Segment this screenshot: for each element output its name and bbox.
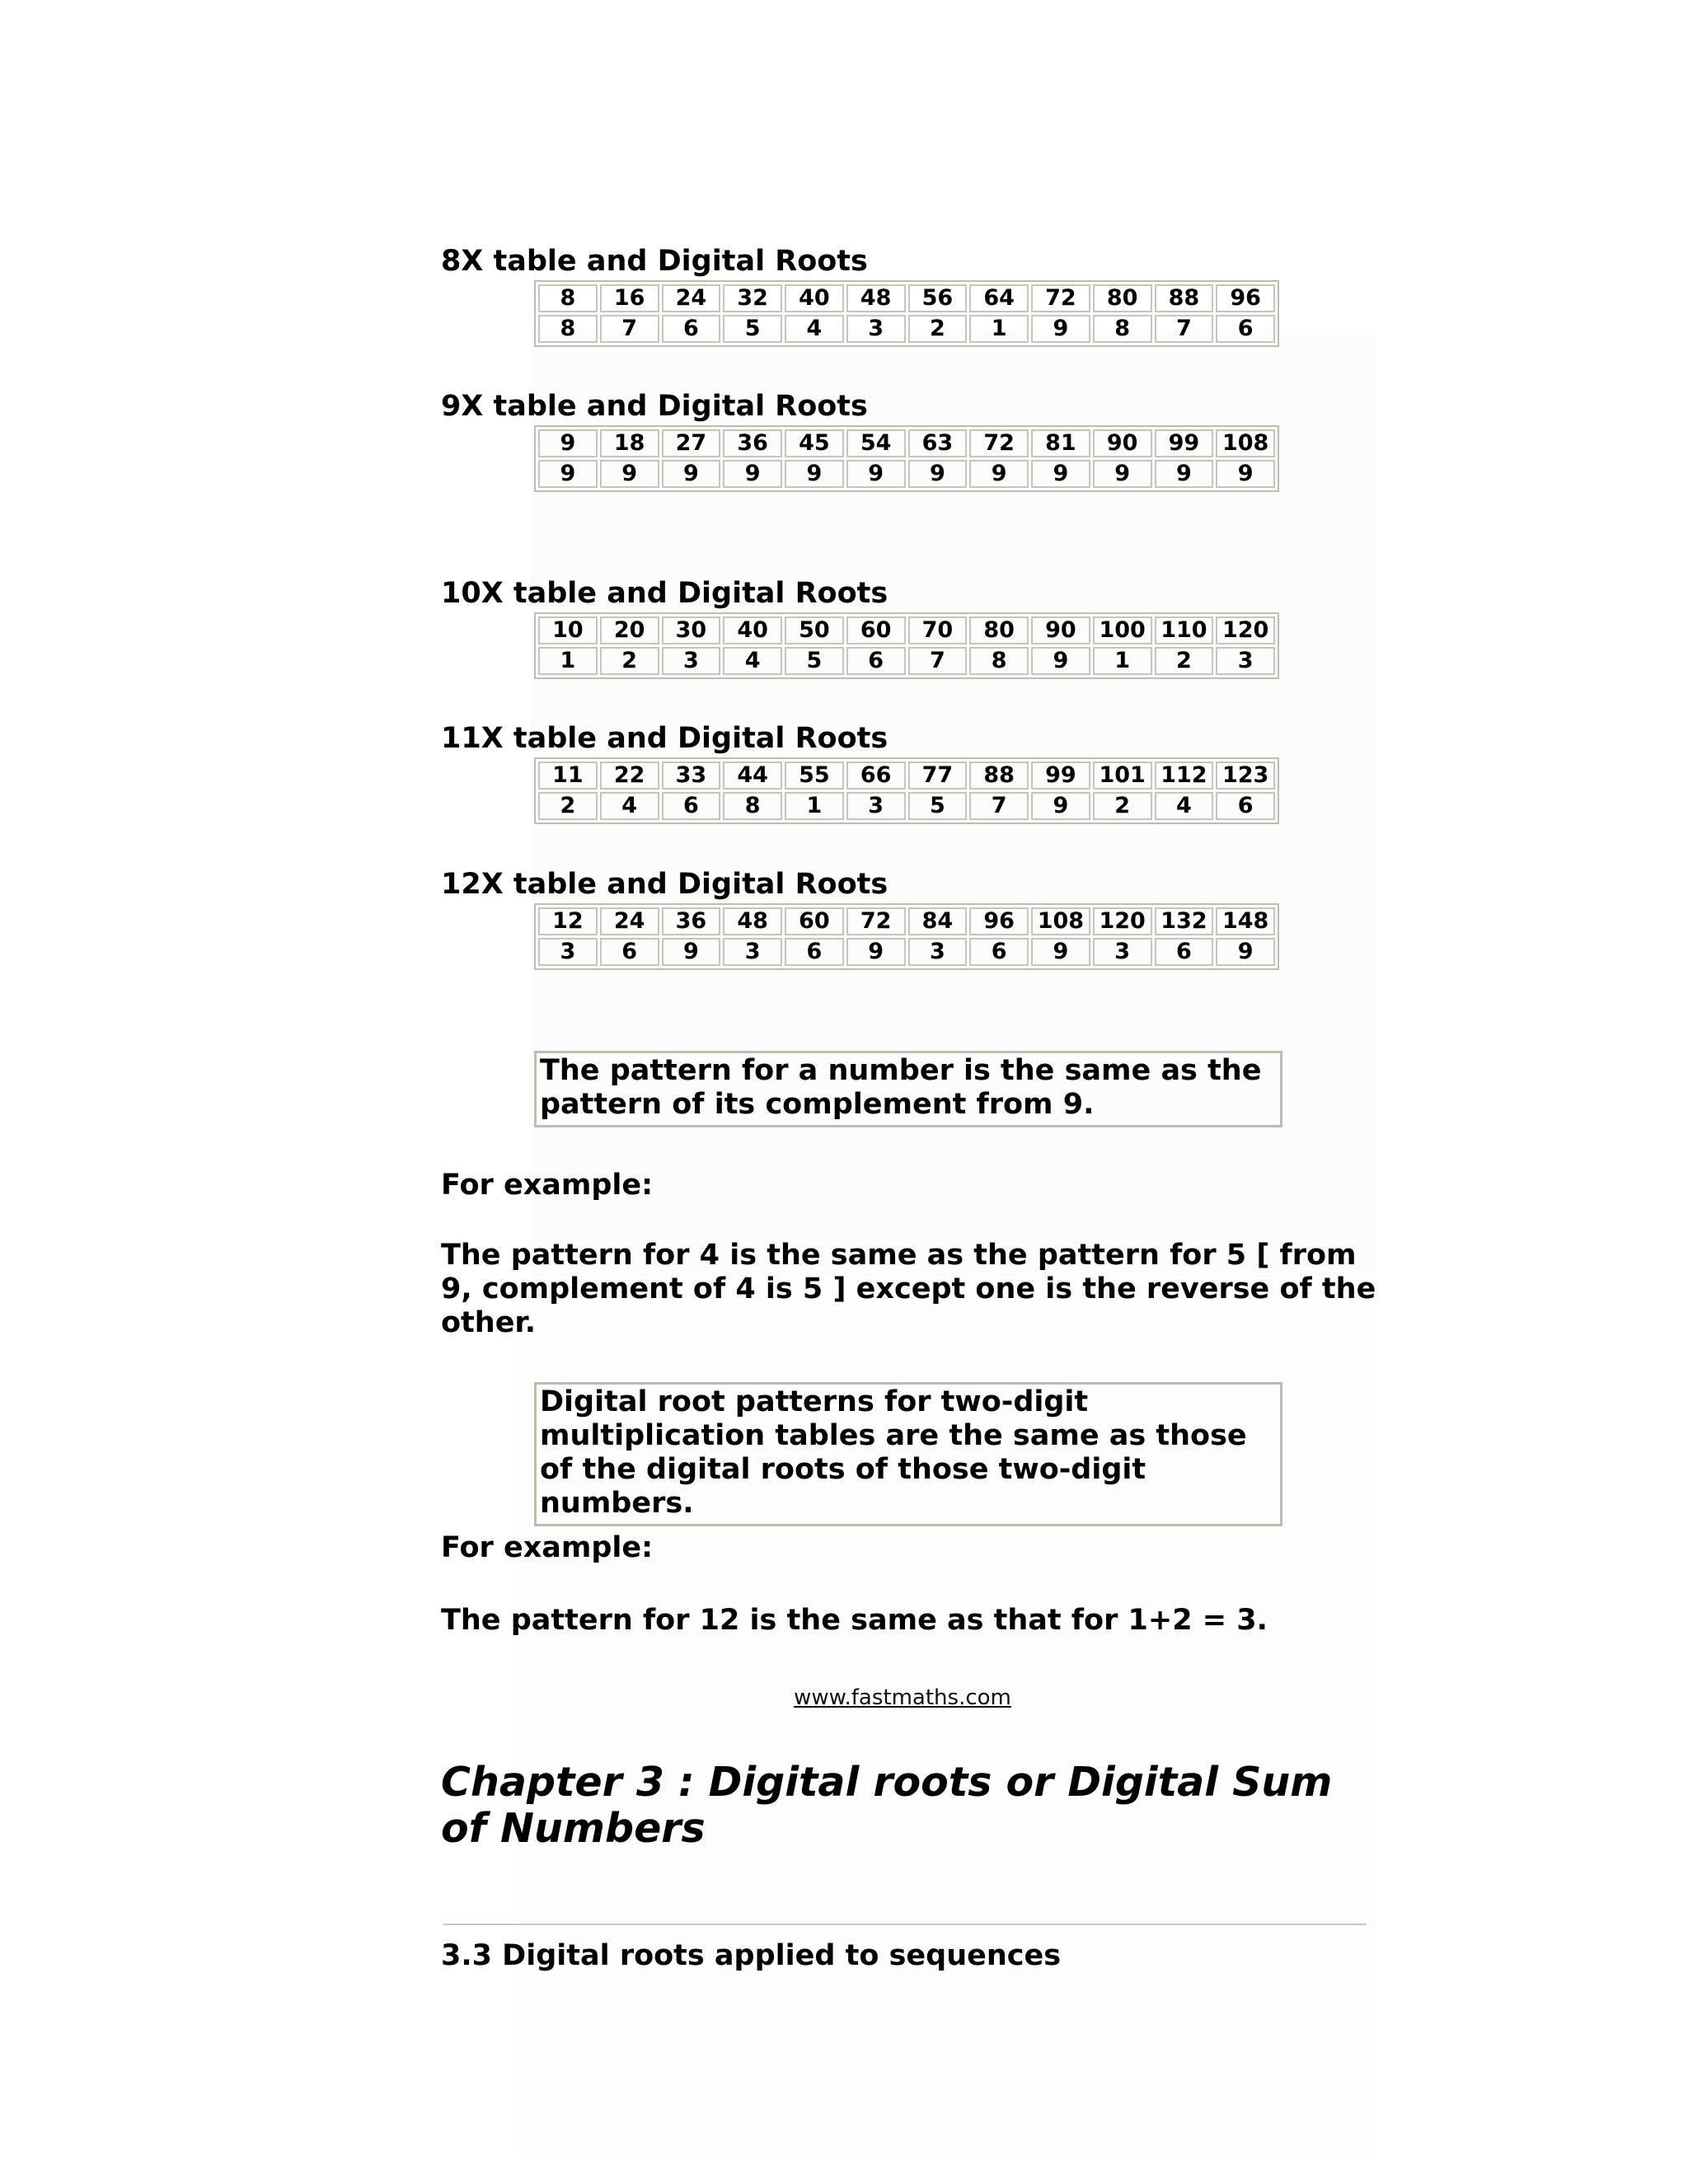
multiple-cell: 60 — [846, 616, 906, 644]
multiple-cell: 99 — [1031, 762, 1090, 790]
digital-root-cell: 1 — [969, 315, 1029, 343]
digital-root-cell: 9 — [846, 460, 906, 488]
digital-roots-row — [538, 460, 1275, 488]
multiple-cell: 110 — [1155, 616, 1214, 644]
digital-root-cell: 9 — [662, 938, 721, 966]
multiple-cell: 48 — [846, 284, 906, 312]
digital-root-cell: 2 — [1155, 647, 1214, 675]
digital-root-cell: 4 — [723, 647, 782, 675]
multiple-cell: 90 — [1093, 429, 1152, 457]
multiple-cell: 88 — [1155, 284, 1214, 312]
multiple-cell: 24 — [600, 907, 659, 935]
digital-root-cell: 6 — [600, 938, 659, 966]
multiple-cell: 36 — [723, 429, 782, 457]
digital-root-cell: 9 — [1031, 315, 1090, 343]
digital-root-cell: 3 — [538, 938, 598, 966]
digital-roots-row — [538, 647, 1275, 675]
multiple-cell: 40 — [785, 284, 844, 312]
multiple-cell: 96 — [1216, 284, 1275, 312]
digital-root-cell: 4 — [600, 792, 659, 820]
multiple-cell: 45 — [785, 429, 844, 457]
digital-root-cell: 1 — [785, 792, 844, 820]
digital-root-cell: 8 — [1093, 315, 1152, 343]
multiple-cell: 112 — [1155, 762, 1214, 790]
multiple-cell: 148 — [1216, 907, 1275, 935]
digital-root-cell: 7 — [1155, 315, 1214, 343]
digital-root-cell: 6 — [785, 938, 844, 966]
digital-root-cell: 4 — [1155, 792, 1214, 820]
multiple-cell: 8 — [538, 284, 598, 312]
digital-root-table-9x — [534, 425, 1279, 492]
chapter-title: Chapter 3 : Digital roots or Digital Sum of Numbers — [441, 1759, 1333, 1852]
digital-root-cell: 9 — [1031, 938, 1090, 966]
digital-root-cell: 3 — [662, 647, 721, 675]
digital-root-cell: 6 — [1216, 315, 1275, 343]
multiple-cell: 50 — [785, 616, 844, 644]
multiples-row — [538, 429, 1275, 457]
multiple-cell: 64 — [969, 284, 1029, 312]
digital-root-table-12x — [534, 903, 1279, 970]
multiple-cell: 72 — [1031, 284, 1090, 312]
multiple-cell: 56 — [908, 284, 968, 312]
multiple-cell: 96 — [969, 907, 1029, 935]
digital-roots-row — [538, 315, 1275, 343]
digital-root-cell: 5 — [723, 315, 782, 343]
digital-root-cell: 9 — [785, 460, 844, 488]
multiple-cell: 12 — [538, 907, 598, 935]
digital-root-cell: 3 — [723, 938, 782, 966]
digital-root-cell: 7 — [908, 647, 968, 675]
digital-root-cell: 9 — [600, 460, 659, 488]
multiple-cell: 24 — [662, 284, 721, 312]
multiple-cell: 32 — [723, 284, 782, 312]
digital-root-cell: 7 — [600, 315, 659, 343]
digital-root-cell: 9 — [1093, 460, 1152, 488]
multiple-cell: 44 — [723, 762, 782, 790]
multiple-cell: 27 — [662, 429, 721, 457]
digital-root-cell: 2 — [600, 647, 659, 675]
digital-root-cell: 2 — [1093, 792, 1152, 820]
digital-root-table-11x — [534, 757, 1279, 824]
multiple-cell: 90 — [1031, 616, 1090, 644]
multiple-cell: 20 — [600, 616, 659, 644]
multiples-row — [538, 762, 1275, 790]
digital-root-cell: 9 — [908, 460, 968, 488]
digital-root-cell: 5 — [908, 792, 968, 820]
multiple-cell: 9 — [538, 429, 598, 457]
multiple-cell: 108 — [1031, 907, 1090, 935]
multiple-cell: 11 — [538, 762, 598, 790]
two-digit-pattern-note: Digital root patterns for two-digit multiplication tables are the same as those of the digital roots of those two-digit numbers. — [534, 1382, 1282, 1526]
table-heading-8x: 8X table and Digital Roots — [441, 245, 868, 278]
digital-root-cell: 9 — [723, 460, 782, 488]
multiple-cell: 18 — [600, 429, 659, 457]
digital-root-cell: 3 — [1093, 938, 1152, 966]
multiple-cell: 10 — [538, 616, 598, 644]
digital-root-cell: 9 — [969, 460, 1029, 488]
multiple-cell: 120 — [1216, 616, 1275, 644]
digital-root-cell: 3 — [846, 315, 906, 343]
digital-root-cell: 8 — [538, 315, 598, 343]
digital-root-cell: 9 — [1031, 792, 1090, 820]
multiple-cell: 72 — [969, 429, 1029, 457]
digital-root-cell: 7 — [969, 792, 1029, 820]
example-text-1: The pattern for 4 is the same as the pattern for 5 [ from 9, complement of 4 is 5 ] except one is the reverse of the other. — [441, 1239, 1376, 1339]
multiple-cell: 30 — [662, 616, 721, 644]
multiple-cell: 120 — [1093, 907, 1152, 935]
digital-root-cell: 3 — [908, 938, 968, 966]
multiple-cell: 22 — [600, 762, 659, 790]
multiple-cell: 132 — [1155, 907, 1214, 935]
multiple-cell: 81 — [1031, 429, 1090, 457]
example-label-1: For example: — [441, 1169, 654, 1202]
multiple-cell: 16 — [600, 284, 659, 312]
multiple-cell: 70 — [908, 616, 968, 644]
digital-roots-row — [538, 792, 1275, 820]
multiples-row — [538, 284, 1275, 312]
multiple-cell: 108 — [1216, 429, 1275, 457]
multiple-cell: 33 — [662, 762, 721, 790]
multiple-cell: 99 — [1155, 429, 1214, 457]
multiple-cell: 101 — [1093, 762, 1152, 790]
digital-root-cell: 9 — [846, 938, 906, 966]
digital-root-cell: 2 — [908, 315, 968, 343]
digital-root-cell: 1 — [538, 647, 598, 675]
digital-root-cell: 6 — [662, 792, 721, 820]
section-divider — [443, 1924, 1367, 1925]
digital-root-cell: 8 — [969, 647, 1029, 675]
multiple-cell: 84 — [908, 907, 968, 935]
digital-root-cell: 9 — [1031, 460, 1090, 488]
digital-root-cell: 9 — [1216, 460, 1275, 488]
multiple-cell: 123 — [1216, 762, 1275, 790]
complement-pattern-note: The pattern for a number is the same as the pattern of its complement from 9. — [534, 1051, 1282, 1127]
digital-root-cell: 5 — [785, 647, 844, 675]
digital-root-cell: 4 — [785, 315, 844, 343]
digital-root-cell: 6 — [969, 938, 1029, 966]
digital-root-cell: 3 — [846, 792, 906, 820]
digital-root-cell: 9 — [538, 460, 598, 488]
example-label-2: For example: — [441, 1531, 654, 1564]
digital-root-cell: 6 — [662, 315, 721, 343]
digital-root-cell: 9 — [1216, 938, 1275, 966]
digital-root-table-10x — [534, 612, 1279, 679]
digital-root-cell: 3 — [1216, 647, 1275, 675]
multiple-cell: 77 — [908, 762, 968, 790]
digital-roots-row — [538, 938, 1275, 966]
multiples-row — [538, 616, 1275, 644]
digital-root-cell: 6 — [1216, 792, 1275, 820]
multiple-cell: 40 — [723, 616, 782, 644]
example-text-2: The pattern for 12 is the same as that for 1+2 = 3. — [441, 1604, 1268, 1637]
digital-root-cell: 9 — [1155, 460, 1214, 488]
multiple-cell: 100 — [1093, 616, 1152, 644]
multiple-cell: 54 — [846, 429, 906, 457]
digital-root-cell: 1 — [1093, 647, 1152, 675]
table-heading-10x: 10X table and Digital Roots — [441, 577, 889, 610]
multiple-cell: 36 — [662, 907, 721, 935]
digital-root-cell: 9 — [662, 460, 721, 488]
website-link[interactable]: www.fastmaths.com — [794, 1685, 1011, 1710]
table-heading-11x: 11X table and Digital Roots — [441, 722, 889, 755]
multiples-row — [538, 907, 1275, 935]
table-heading-12x: 12X table and Digital Roots — [441, 868, 889, 901]
digital-root-cell: 2 — [538, 792, 598, 820]
multiple-cell: 63 — [908, 429, 968, 457]
table-heading-9x: 9X table and Digital Roots — [441, 390, 868, 423]
multiple-cell: 55 — [785, 762, 844, 790]
digital-root-cell: 6 — [1155, 938, 1214, 966]
multiple-cell: 72 — [846, 907, 906, 935]
multiple-cell: 60 — [785, 907, 844, 935]
digital-root-cell: 9 — [1031, 647, 1090, 675]
digital-root-cell: 6 — [846, 647, 906, 675]
section-title: 3.3 Digital roots applied to sequences — [441, 1939, 1062, 1972]
multiple-cell: 80 — [1093, 284, 1152, 312]
multiple-cell: 88 — [969, 762, 1029, 790]
digital-root-cell: 8 — [723, 792, 782, 820]
multiple-cell: 66 — [846, 762, 906, 790]
multiple-cell: 80 — [969, 616, 1029, 644]
digital-root-table-8x — [534, 280, 1279, 347]
multiple-cell: 48 — [723, 907, 782, 935]
